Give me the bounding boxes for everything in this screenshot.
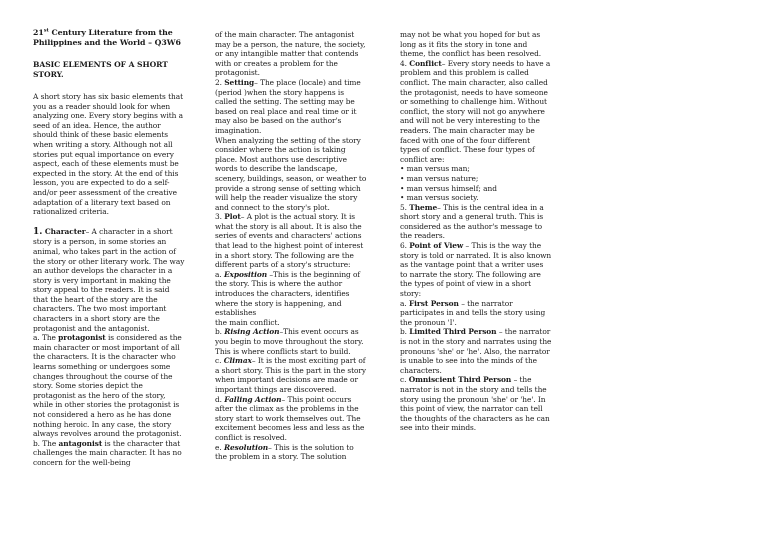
conflict-item: • man versus himself; and xyxy=(400,183,497,193)
antagonist-continued: of the main character. The antagonist may be a person, the nature, the society, or any intangible matter that contends with or creates a problem for the protagonist. xyxy=(215,30,366,78)
intro-paragraph: A short story has six basic elements that you as a reader should look for when analyzing one. Every story begins with a seed of an idea. Hence, the author should think of these basic elements when writing a story. Although not all stories put equal importance on every aspect, each of these elements must be expected in the story. At the end of this lesson, you are expected to do a self- and/or peer assessment of the creative adaptation of a literary text based on rationalized criteria. xyxy=(33,92,184,217)
column-right xyxy=(400,30,552,433)
plot-paragraph: 3. Plot– A plot is the actual story. It is what the story is all about. It is also the series of events and characters' actions that lead to the highest point of interest in a short story. The following are the different parts of a story's structure: xyxy=(215,212,364,270)
setting-paragraph-2: When analyzing the setting of the story consider where the action is taking place. Most authors use descriptive words to describe the landscape, scenery, buildings, season, or weather to provide a strong sense of setting which will help the reader visualize the story and connect to the story's plot. xyxy=(215,135,367,212)
column-left xyxy=(33,28,185,468)
omniscient-third-person-paragraph: c. Omniscient Third Person – the narrator is not in the story and tells the story using the pronoun 'she' or 'he'. In this point of view, the narrator can tell the thoughts of the characters as he can see into their minds. xyxy=(400,375,550,433)
column-middle xyxy=(215,30,367,462)
climax-paragraph: c. Climax– It is the most exciting part of a short story. This is the part in the story when important decisions are made or important things are discovered. xyxy=(215,356,367,394)
conflict-item: • man versus society. xyxy=(400,193,479,203)
first-person-paragraph: a. First Person – the narrator participates in and tells the story using the pronoun 'I'. xyxy=(400,298,546,327)
conflict-paragraph: 4. Conflict– Every story needs to have a problem and this problem is called conflict. The main character, also called the protagonist, needs to have someone or something to challenge him. Without conflict, the story will not go anywhere and will not be very interesting to the readers. The main character may be faced with one of the four different types of conflict. These four types of conflict are: xyxy=(400,58,551,164)
theme-paragraph: 5. Theme– This is the central idea in a short story and a general truth. This is considered as the author's message to the readers. xyxy=(400,202,544,241)
rising-action-paragraph: b. Rising Action–This event occurs as you begin to move throughout the story. This is where conflicts start to build. xyxy=(215,327,364,356)
limited-third-person-paragraph: b. Limited Third Person – the narrator is not in the story and narrates using the pronouns 'she' or 'he'. Also, the narrator is unable to see into the minds of the characters. xyxy=(400,327,552,375)
point-of-view-paragraph: 6. Point of View – This is the way the story is told or narrated. It is also known as the vantage point that a writer uses to narrate the story. The following are the types of point of view in a short story: xyxy=(400,241,552,299)
conflict-item: • man versus nature; xyxy=(400,173,479,183)
document-title: 21st Century Literature from the Philippines and the World – Q3W6 xyxy=(33,27,181,47)
protagonist-paragraph: a. The protagonist is considered as the main character or most important of all the characters. It is the character who learns something or undergoes some changes throughout the course of the story. Some stories depict the protagonist as the hero of the story, while in other stories the protagonist is not considered a hero as he has done nothing heroic. In any case, the story always revolves around the protagonist. xyxy=(33,333,182,439)
exposition-paragraph: a. Exposition –This is the beginning of the story. This is where the author introduces the characters, identifies where the story is happening, and establishes xyxy=(215,269,361,318)
character-paragraph: 1. Character– A character in a short story is a person, in some stories an animal, who takes part in the action of the story or other literary work. The way an author develops the character in a story is very important in making the story appeal to the readers. It is said that the heart of the story are the characters. The two most important characters in a short story are the protagonist and the antagonist. xyxy=(33,226,185,333)
section-heading: BASIC ELEMENTS OF A SHORT STORY. xyxy=(33,60,168,79)
conflict-item: • man versus man; xyxy=(400,164,470,174)
exposition-paragraph-2: the main conflict. xyxy=(215,317,280,327)
antagonist-paragraph: b. The antagonist is the character that challenges the main character. It has no concern for the well-being xyxy=(33,438,182,467)
resolution-continued: may not be what you hoped for but as long as it fits the story in tone and theme, the conflict has been resolved. xyxy=(400,30,542,59)
setting-paragraph: 2. Setting– The place (locale) and time (period )when the story happens is called the setting. The setting may be based on real place and real time or it may also be based on the author's imagination. xyxy=(215,77,361,135)
resolution-paragraph: e. Resolution– This is the solution to the problem in a story. The solution xyxy=(215,442,354,462)
falling-action-paragraph: d. Falling Action– This point occurs after the climax as the problems in the story start to work themselves out. The excitement becomes less and less as the conflict is resolved. xyxy=(215,394,365,442)
